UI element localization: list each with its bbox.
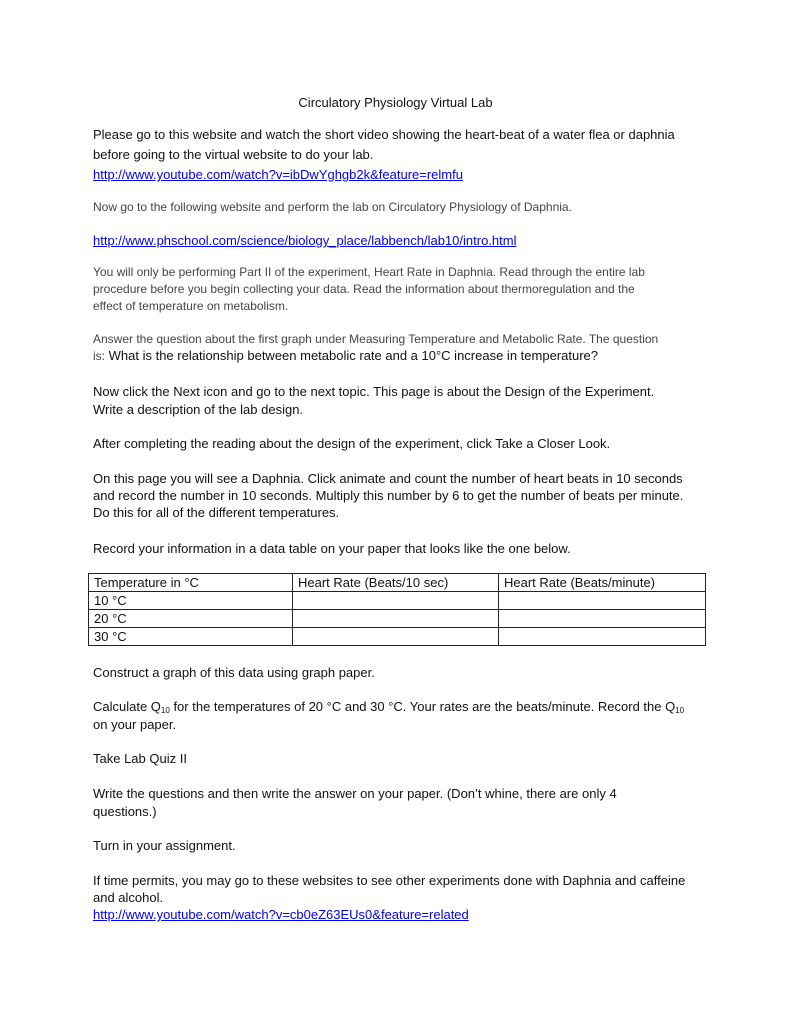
- questions-line-2: questions.): [93, 804, 157, 819]
- table-cell: [293, 628, 499, 646]
- question-prefix: is:: [93, 349, 105, 363]
- table-row: [89, 592, 706, 610]
- intro-line-2: before going to the virtual website to do your lab.: [93, 147, 374, 162]
- question-line-1: Answer the question about the first graph under Measuring Temperature and Metabolic Rate. The question: [93, 332, 659, 346]
- phschool-lab-link[interactable]: http://www.phschool.com/science/biology_place/labbench/lab10/intro.html: [93, 233, 517, 248]
- quiz-instruction: Take Lab Quiz II: [93, 751, 187, 766]
- youtube-related-link[interactable]: http://www.youtube.com/watch?v=cb0eZ63EUs0&feature=related: [93, 907, 469, 922]
- table-header-row: [89, 574, 706, 592]
- table-cell: [499, 592, 706, 610]
- graph-instruction: Construct a graph of this data using graph paper.: [93, 665, 375, 680]
- table-cell: [293, 610, 499, 628]
- table-header-cell: Temperature in °C: [89, 574, 293, 592]
- closer-look-instruction: After completing the reading about the design of the experiment, click Take a Closer Look.: [93, 436, 611, 451]
- document-title: Circulatory Physiology Virtual Lab: [298, 95, 493, 110]
- part2-line-3: effect of temperature on metabolism.: [93, 299, 289, 313]
- intro-line-1: Please go to this website and watch the short video showing the heart-beat of a water flea or daphnia: [93, 127, 675, 142]
- q10-text-b: for the temperatures of 20 °C and 30 °C. Your rates are the beats/minute. Record the Q: [169, 699, 676, 714]
- question-text: What is the relationship between metabolic rate and a 10°C increase in temperature?: [108, 348, 598, 363]
- table-cell: 30 °C: [89, 628, 293, 646]
- extra-line-2: and alcohol.: [93, 890, 164, 905]
- next-topic-line-2: Write a description of the lab design.: [93, 402, 304, 417]
- turn-in-instruction: Turn in your assignment.: [93, 838, 236, 853]
- q10-subscript: 10: [675, 706, 685, 715]
- q10-line-2: on your paper.: [93, 717, 177, 732]
- daphnia-line-3: Do this for all of the different temperatures.: [93, 505, 340, 520]
- part2-line-1: You will only be performing Part II of the experiment, Heart Rate in Daphnia. Read through the entire lab: [93, 265, 645, 279]
- table-header-cell: Heart Rate (Beats/10 sec): [293, 574, 499, 592]
- question-line-2: [93, 347, 713, 365]
- q10-line-1: [93, 698, 713, 716]
- extra-link-container: [93, 906, 713, 924]
- table-row: [89, 610, 706, 628]
- table-header-cell: Heart Rate (Beats/minute): [499, 574, 706, 592]
- lab-instruction: Now go to the following website and perform the lab on Circulatory Physiology of Daphnia.: [93, 200, 572, 214]
- q10-subscript: 10: [160, 706, 170, 715]
- part2-line-2: procedure before you begin collecting your data. Read the information about thermoregulation and the: [93, 282, 635, 296]
- youtube-video-link[interactable]: http://www.youtube.com/watch?v=ibDwYghgb2k&feature=relmfu: [93, 167, 463, 182]
- table-cell: 20 °C: [89, 610, 293, 628]
- q10-text-a: Calculate Q: [93, 699, 161, 714]
- video-link-container: [93, 166, 713, 184]
- table-row: [89, 628, 706, 646]
- table-cell: [499, 628, 706, 646]
- table-cell: 10 °C: [89, 592, 293, 610]
- extra-line-1: If time permits, you may go to these websites to see other experiments done with Daphnia and caffeine: [93, 873, 686, 888]
- daphnia-line-1: On this page you will see a Daphnia. Click animate and count the number of heart beats in 10 seconds: [93, 471, 683, 486]
- table-cell: [499, 610, 706, 628]
- next-topic-line-1: Now click the Next icon and go to the next topic. This page is about the Design of the Experiment.: [93, 384, 655, 399]
- table-cell: [293, 592, 499, 610]
- record-instruction: Record your information in a data table on your paper that looks like the one below.: [93, 541, 571, 556]
- lab-link-container: [93, 232, 713, 250]
- daphnia-line-2: and record the number in 10 seconds. Multiply this number by 6 to get the number of beats per minute.: [93, 488, 684, 503]
- data-table: [88, 573, 706, 646]
- questions-line-1: Write the questions and then write the answer on your paper. (Don’t whine, there are only 4: [93, 786, 617, 801]
